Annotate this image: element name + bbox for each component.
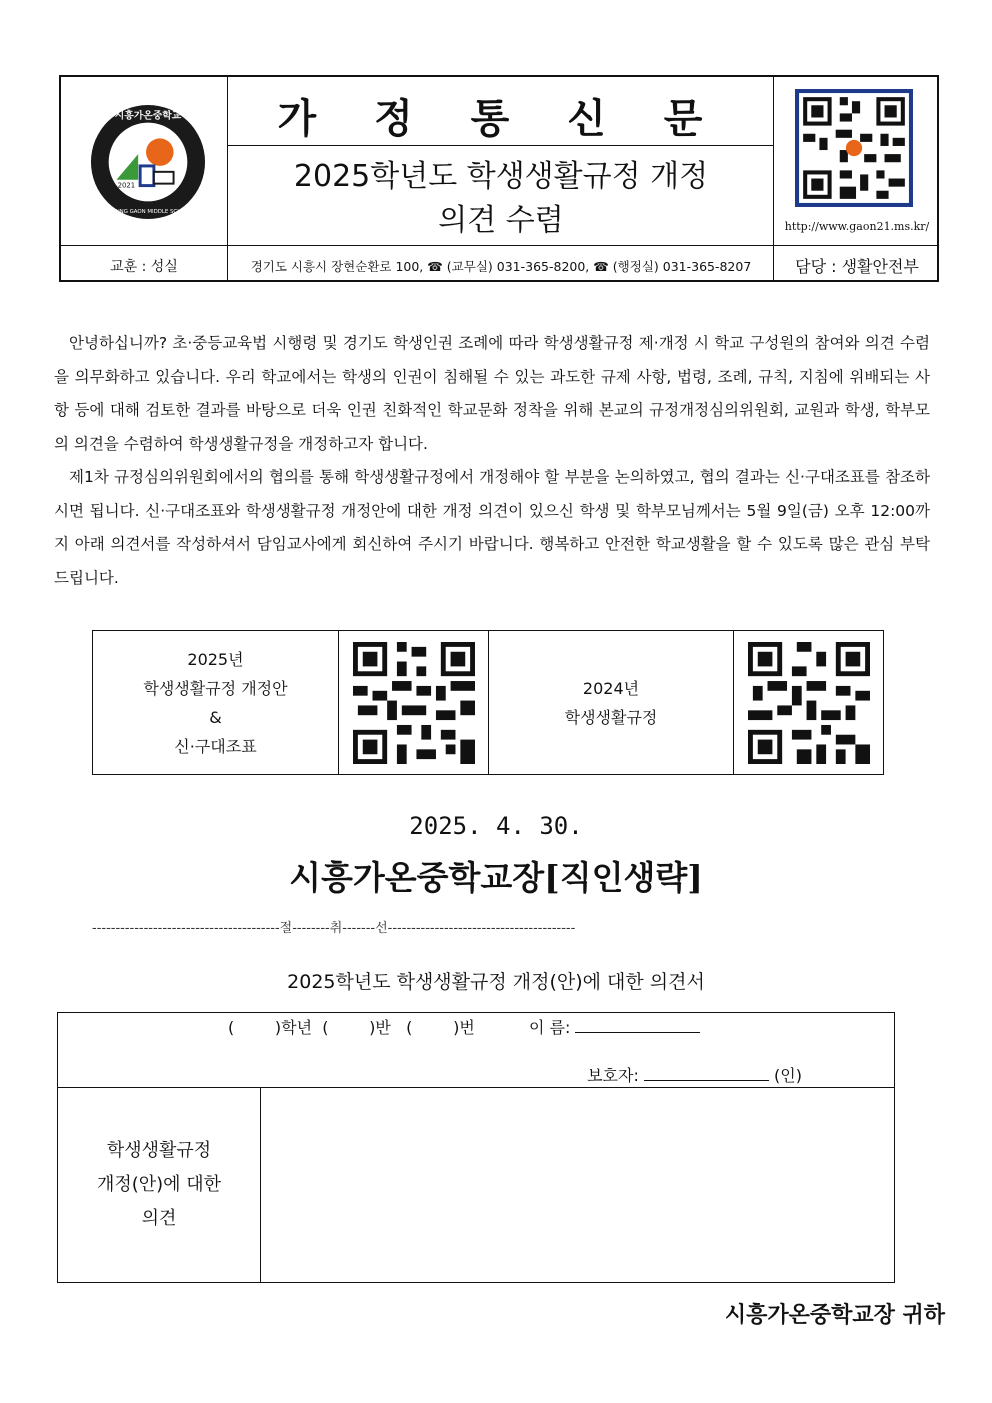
divider [260, 1087, 261, 1283]
qr-code-icon[interactable] [353, 642, 475, 764]
qr-label-2024 [489, 631, 733, 774]
student-info-row [228, 1015, 700, 1038]
header-table [59, 75, 939, 282]
qr-label-line: 학생생활규정 [564, 707, 658, 727]
notice-body [54, 327, 930, 595]
divider [61, 245, 937, 246]
qr-link-table [92, 630, 884, 775]
opinion-label-line: 의견 [141, 1208, 177, 1229]
notice-date: 2025. 4. 30. [409, 812, 583, 840]
qr-cell-2025 [339, 631, 488, 774]
guardian-label: 보호자: [587, 1066, 639, 1085]
opinion-label-line: 학생생활규정 [106, 1140, 212, 1161]
qr-label-line: 2025년 [187, 649, 244, 669]
paragraph: 안녕하십니까? 초·중등교육법 시행령 및 경기도 학생인권 조례에 따라 학생생활규정 제·개정 시 학교 구성원의 참여와 의견 수렴을 의무화하고 있습니다. 우리 학교에서는 학생의 인권이 침해될 수 있는 과도한 규제 사항, 법령, 조례, 규칙, 지침에 위배되는 사항 등에 대해 검토한 결과를 바탕으로 더욱 인권 친화적인 학교문화 정착을 위해 본교의 규정개정심의위원회, 교원과 학생, 학부모의 의견을 수렴하여 학생생활규정을 개정하고자 합니다. [54, 334, 930, 453]
seal-label: (인) [774, 1066, 802, 1085]
qr-label-line: 2024년 [582, 678, 640, 698]
qr-label-line: 학생생활규정 개정안 [143, 678, 288, 698]
page-subtitle [229, 155, 773, 243]
grade-class-number-field[interactable]: ( )학년 ( )반 ( )번 [228, 1018, 475, 1037]
opinion-label-line: 개정(안)에 대한 [96, 1174, 222, 1195]
paragraph: 제1차 규정심의위원회에서의 협의를 통해 학생생활규정에서 개정해야 할 부분을 논의하였고, 협의 결과는 신·구대조표를 참조하시면 됩니다. 신·구대조표와 학생생활규정 개정안에 대한 개정 의견이 있으신 학생 및 학부모님께서는 5월 9일(금) 오후 12:00까지 아래 의견서를 작성하셔서 담임교사에게 회신하여 주시기 바랍니다. 행복하고 안전한 학교생활을 할 수 있도록 많은 관심 부탁드립니다. [54, 468, 930, 587]
name-field[interactable] [575, 1018, 700, 1033]
logo-text-bottom: SIHEUNG GAON MIDDLE SCHOOL [103, 209, 193, 216]
subtitle-line: 의견 수렴 [438, 203, 564, 238]
form-title: 2025학년도 학생생활규정 개정(안)에 대한 의견서 [287, 971, 705, 993]
school-logo [89, 103, 207, 221]
qr-label-line: & [209, 707, 222, 727]
qr-cell-2024 [734, 631, 883, 774]
divider [227, 77, 228, 282]
page-title: 가 정 통 신 문 [277, 95, 725, 142]
opinion-label [58, 1087, 260, 1283]
logo-year: 2021 [117, 181, 136, 190]
school-motto: 교훈 : 성실 [110, 259, 178, 275]
school-address: 경기도 시흥시 장현순환로 100, ☎ (교무실) 031-365-8200, ☎ (행정실) 031-365-8207 [250, 259, 752, 274]
qr-label-2025 [93, 631, 338, 774]
cut-line: ----------------------------------------절--------취-------선---------------------------------------- [92, 921, 576, 936]
guardian-field[interactable] [644, 1066, 769, 1081]
opinion-textarea[interactable] [262, 1089, 892, 1281]
subtitle-line: 2025학년도 학생생활규정 개정 [293, 159, 709, 194]
divider [227, 145, 773, 146]
logo-text-top: 시흥가온중학교 [114, 110, 182, 122]
name-label: 이 름: [528, 1018, 571, 1037]
guardian-row [578, 1063, 802, 1086]
qr-code-icon[interactable] [795, 89, 913, 207]
principal-signature: 시흥가온중학교장[직인생략] [289, 858, 703, 897]
qr-code-icon[interactable] [748, 642, 870, 764]
qr-label-line: 신·구대조표 [174, 736, 257, 756]
school-url[interactable]: http://www.gaon21.ms.kr/ [784, 220, 930, 233]
department: 담당 : 생활안전부 [795, 257, 919, 276]
opinion-form [57, 1012, 895, 1283]
closing-addressee: 시흥가온중학교장 귀하 [724, 1302, 945, 1328]
